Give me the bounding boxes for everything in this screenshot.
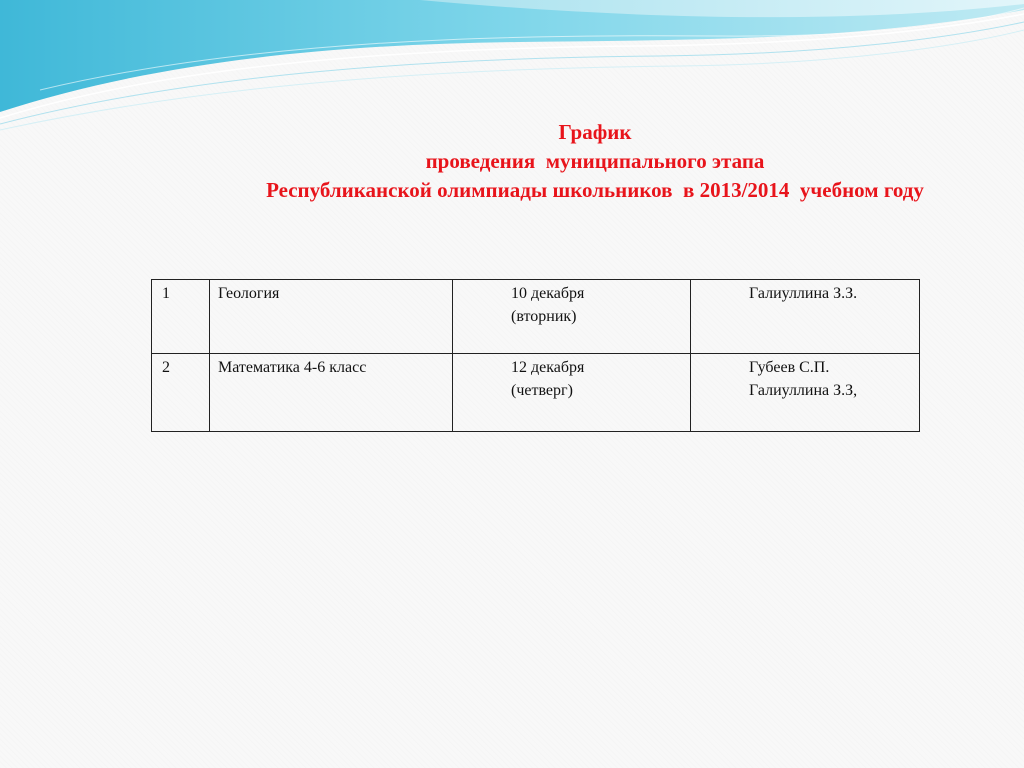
responsible-text: Галиуллина З.З. [749,285,858,302]
subject-cell [210,280,453,354]
slide-title [100,118,1024,205]
weekday-text: (вторник) [511,308,577,325]
title-line-2: проведения муниципального этапа [425,149,765,173]
title-line-3: Республиканской олимпиады школьников в 2013/2014 учебном году [266,178,924,202]
schedule-table-container [151,279,920,432]
responsible-text-2: Галиуллина З.З, [749,382,858,399]
responsible-cell [691,280,920,354]
weekday-text: (четверг) [511,382,573,399]
responsible-cell [691,354,920,432]
row-number-cell [152,280,210,354]
table-row [152,280,920,354]
responsible-text: Губеев С.П. [749,359,830,376]
row-number: 2 [162,359,170,376]
subject-text: Геология [218,285,280,302]
schedule-table [151,279,920,432]
date-cell [453,354,691,432]
date-text: 10 декабря [511,285,585,302]
title-line-1: График [558,120,632,144]
subject-text: Математика 4-6 класс [218,359,367,376]
row-number-cell [152,354,210,432]
table-row [152,354,920,432]
date-text: 12 декабря [511,359,585,376]
date-cell [453,280,691,354]
subject-cell [210,354,453,432]
row-number: 1 [162,285,170,302]
